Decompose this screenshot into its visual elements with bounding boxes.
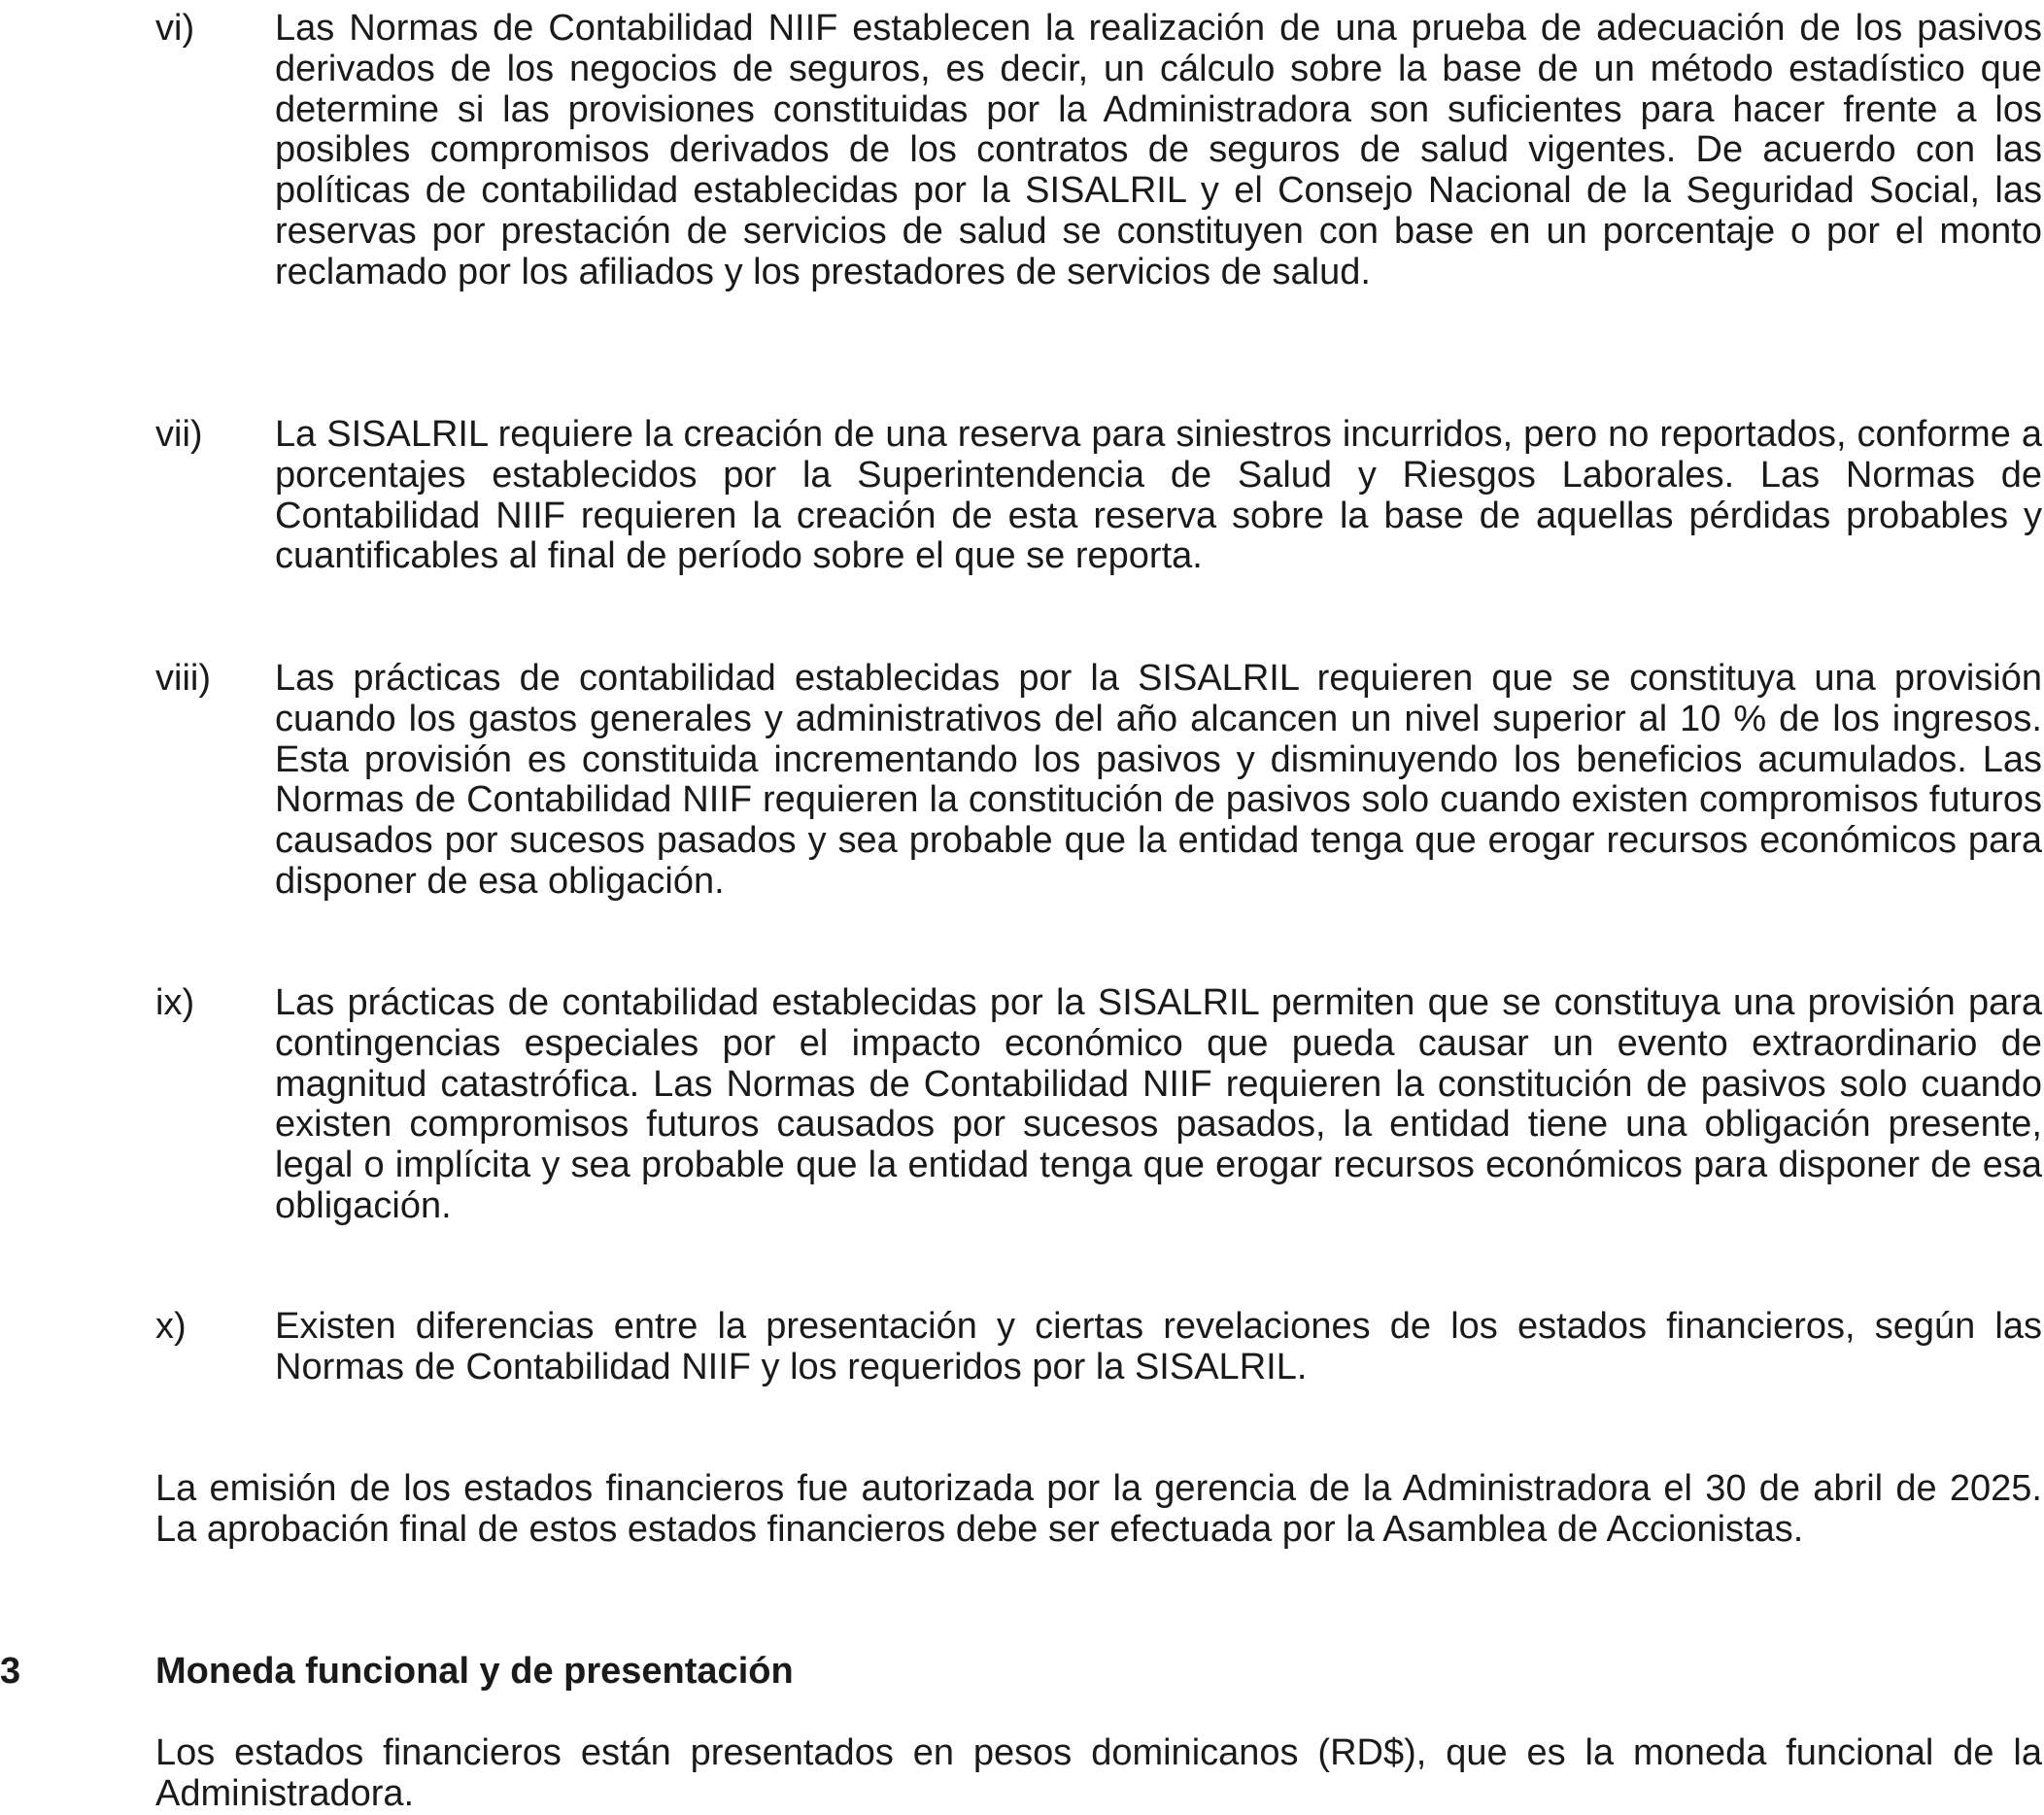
- list-item: [155, 1307, 2042, 1388]
- authorization-paragraph: La emisión de los estados financieros fue autorizada por la gerencia de la Administradora el 30 de abril de 2025. La aprobación final de estos estados financieros debe ser efectuada por la Asamblea de Accionistas.: [155, 1468, 2042, 1550]
- section-number: 3: [0, 1651, 21, 1692]
- list-item-text: Las prácticas de contabilidad establecidas por la SISALRIL permiten que se constituya una provisión para contingencias especiales por el impacto económico que pueda causar un evento extraordinario de magnitud catastrófica. Las Normas de Contabilidad NIIF requieren la constitución de pasivos solo cuando existen compromisos futuros causados por sucesos pasados, la entidad tiene una obligación presente, legal o implícita y sea probable que la entidad tenga que erogar recursos económicos para disponer de esa obligación.: [275, 982, 2042, 1226]
- list-item-text: Existen diferencias entre la presentación y ciertas revelaciones de los estados financieros, según las Normas de Contabilidad NIIF y los requeridos por la SISALRIL.: [275, 1306, 2042, 1387]
- list-item: [155, 9, 2042, 293]
- list-item-text: Las Normas de Contabilidad NIIF establecen la realización de una prueba de adecuación de los pasivos derivados de los negocios de seguros, es decir, un cálculo sobre la base de un método estadístico que determine si las provisiones constituidas por la Administradora son suficientes para hacer frente a los posibles compromisos derivados de los contratos de seguros de salud vigentes. De acuerdo con las políticas de contabilidad establecidas por la SISALRIL y el Consejo Nacional de la Seguridad Social, las reservas por prestación de servicios de salud se constituyen con base en un porcentaje o por el monto reclamado por los afiliados y los prestadores de servicios de salud.: [275, 8, 2042, 292]
- section-title: Moneda funcional y de presentación: [155, 1651, 794, 1692]
- list-item: [155, 659, 2042, 903]
- list-item: [155, 415, 2042, 577]
- list-item: [155, 983, 2042, 1227]
- list-item-number: vii): [155, 414, 203, 455]
- list-item-number: ix): [155, 982, 195, 1023]
- list-item-text: Las prácticas de contabilidad establecidas por la SISALRIL requieren que se constituya una provisión cuando los gastos generales y administrativos del año alcancen un nivel superior al 10 % de los ingresos. Esta provisión es constituida incrementando los pasivos y disminuyendo los beneficios acumulados. Las Normas de Contabilidad NIIF requieren la constitución de pasivos solo cuando existen compromisos futuros causados por sucesos pasados y sea probable que la entidad tenga que erogar recursos económicos para disponer de esa obligación.: [275, 658, 2042, 902]
- list-item-number: viii): [155, 658, 211, 699]
- list-item-text: La SISALRIL requiere la creación de una reserva para siniestros incurridos, pero no reportados, conforme a porcentajes establecidos por la Superintendencia de Salud y Riesgos Laborales. Las Normas de Contabilidad NIIF requieren la creación de esta reserva sobre la base de aquellas pérdidas probables y cuantificables al final de período sobre el que se reporta.: [275, 414, 2042, 577]
- section-body: Los estados financieros están presentados en pesos dominicanos (RD$), que es la moneda funcional de la Administradora.: [155, 1732, 2042, 1814]
- list-item-number: x): [155, 1306, 187, 1347]
- list-item-number: vi): [155, 8, 195, 49]
